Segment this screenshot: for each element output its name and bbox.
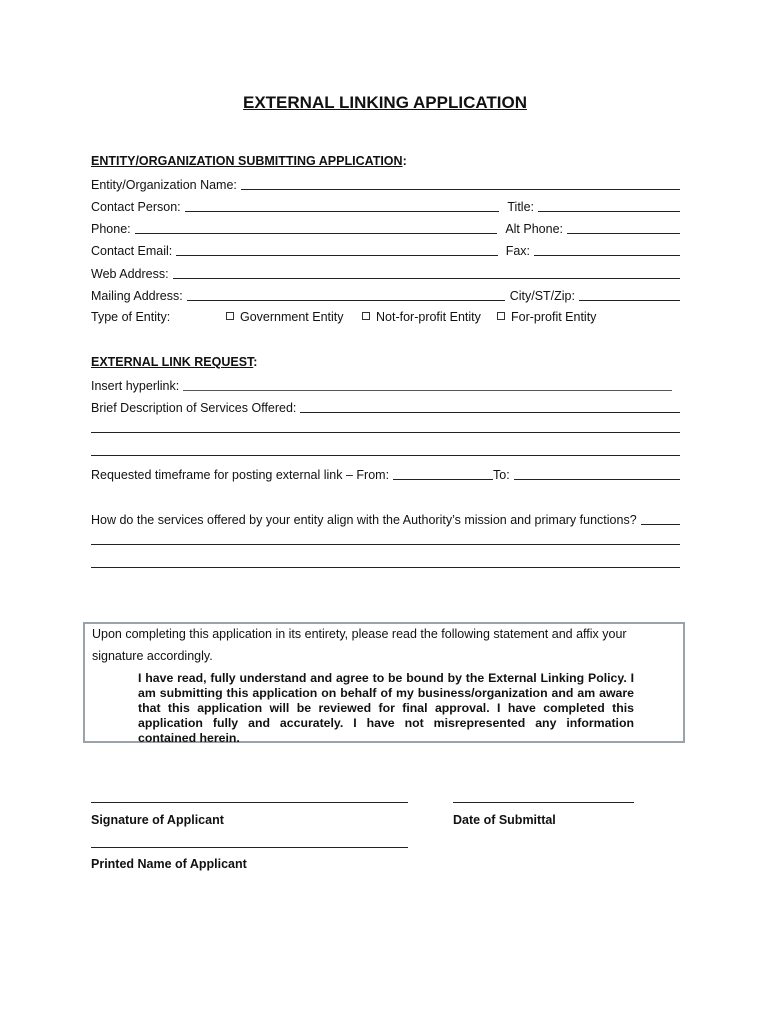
fax-label: Fax: (505, 244, 530, 258)
date-line[interactable] (453, 802, 634, 803)
section-heading-entity: ENTITY/ORGANIZATION SUBMITTING APPLICATION: (91, 154, 407, 168)
alignment-line-2[interactable] (91, 544, 680, 545)
alignment-question-row (91, 511, 680, 527)
page-title: EXTERNAL LINKING APPLICATION (243, 93, 527, 112)
insert-hyperlink-row (91, 377, 672, 393)
brief-description-row (91, 399, 680, 415)
web-address-field[interactable] (173, 277, 680, 279)
contact-person-field[interactable] (185, 210, 500, 212)
statement-box (83, 622, 685, 743)
printed-name-label: Printed Name of Applicant (91, 857, 247, 871)
agreement-statement: I have read, fully understand and agree to be bound by the External Linking Policy. I am submitting this application on behalf of my business/organization and am aware that this application will be reviewed for final approval. I have completed this application fully and accurately. I have not misrepresented any information contained herein. (138, 671, 634, 745)
phone-field[interactable] (135, 232, 498, 234)
title-label: Title: (507, 200, 534, 214)
government-entity-option[interactable]: Government Entity (226, 310, 344, 324)
contact-email-label: Contact Email: (91, 244, 173, 258)
entity-name-field[interactable] (241, 188, 680, 190)
alt-phone-field[interactable] (567, 232, 680, 234)
insert-hyperlink-label: Insert hyperlink: (91, 379, 180, 393)
web-address-row (91, 265, 680, 281)
checkbox-icon (226, 312, 234, 320)
brief-description-line-2[interactable] (91, 432, 680, 433)
printed-name-line[interactable] (91, 847, 408, 848)
timeframe-to-label: To: (493, 468, 510, 482)
timeframe-from-label: Requested timeframe for posting external link – From: (91, 468, 390, 482)
for-profit-option[interactable]: For-profit Entity (497, 310, 596, 324)
city-st-zip-field[interactable] (579, 299, 680, 301)
date-label: Date of Submittal (453, 813, 556, 827)
type-of-entity-label: Type of Entity: (91, 310, 171, 324)
insert-hyperlink-field[interactable] (183, 389, 672, 391)
brief-description-field[interactable] (300, 411, 680, 413)
city-st-zip-label: City/ST/Zip: (509, 289, 575, 303)
mailing-address-row (91, 287, 680, 303)
signature-label: Signature of Applicant (91, 813, 224, 827)
phone-row (91, 220, 680, 236)
web-address-label: Web Address: (91, 267, 169, 281)
contact-person-label: Contact Person: (91, 200, 181, 214)
alignment-question-label: How do the services offered by your entity align with the Authority’s mission and primary functions? (91, 513, 637, 527)
phone-label: Phone: (91, 222, 131, 236)
timeframe-to-field[interactable] (514, 478, 680, 480)
alignment-line-3[interactable] (91, 567, 680, 568)
alt-phone-label: Alt Phone: (505, 222, 563, 236)
not-for-profit-option[interactable]: Not-for-profit Entity (362, 310, 481, 324)
statement-intro-line-2: signature accordingly. (92, 649, 213, 663)
signature-line[interactable] (91, 802, 408, 803)
statement-intro-line-1: Upon completing this application in its entirety, please read the following statement and affix your (92, 627, 627, 641)
mailing-address-field[interactable] (187, 299, 505, 301)
contact-person-row (91, 198, 680, 214)
fax-field[interactable] (534, 254, 680, 256)
mailing-address-label: Mailing Address: (91, 289, 183, 303)
checkbox-icon (497, 312, 505, 320)
title-field[interactable] (538, 210, 680, 212)
timeframe-from-field[interactable] (393, 478, 493, 480)
timeframe-row (91, 466, 680, 482)
entity-name-label: Entity/Organization Name: (91, 178, 237, 192)
brief-description-line-3[interactable] (91, 455, 680, 456)
brief-description-label: Brief Description of Services Offered: (91, 401, 297, 415)
entity-name-row (91, 176, 680, 192)
section-heading-link-request: EXTERNAL LINK REQUEST: (91, 355, 258, 369)
alignment-field[interactable] (641, 523, 680, 525)
contact-email-field[interactable] (176, 254, 497, 256)
checkbox-icon (362, 312, 370, 320)
contact-email-row (91, 242, 680, 258)
